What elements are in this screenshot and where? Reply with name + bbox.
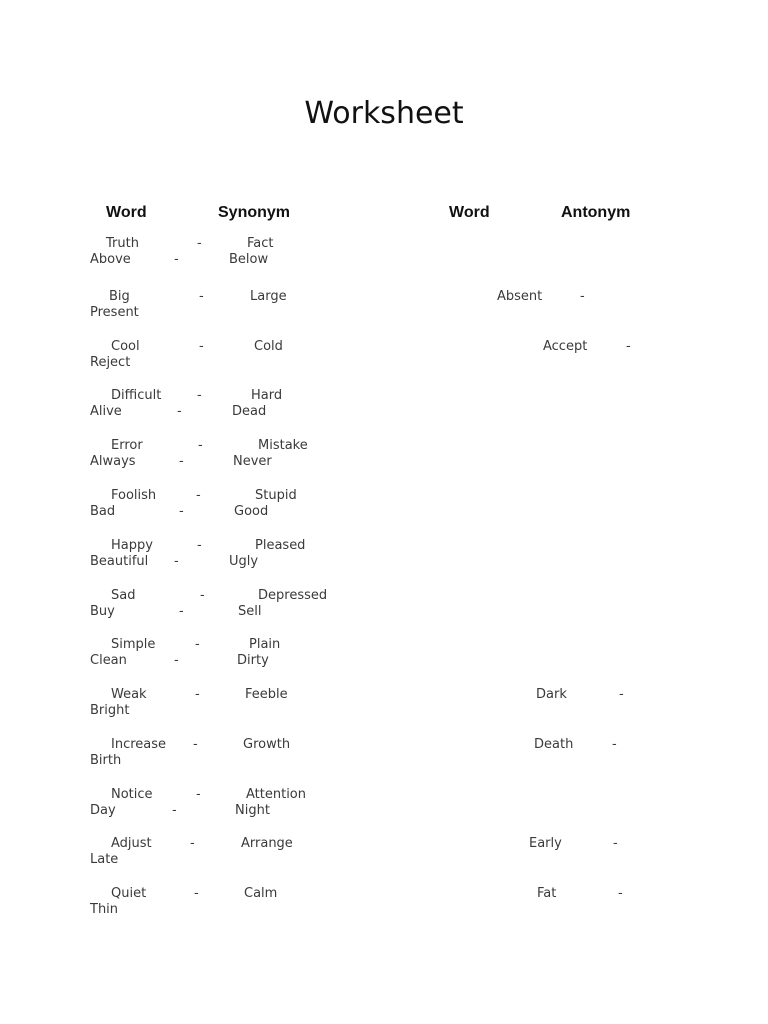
antonym-word: Above bbox=[90, 252, 131, 267]
dash-separator: - bbox=[580, 289, 585, 304]
header-word: Word bbox=[106, 204, 147, 221]
synonym-word: Weak bbox=[111, 687, 147, 702]
dash-separator: - bbox=[179, 604, 184, 619]
dash-separator: - bbox=[197, 236, 202, 251]
synonym-word: Adjust bbox=[111, 836, 152, 851]
antonym-source-word: Dark bbox=[536, 687, 567, 702]
antonym-source-word: Death bbox=[534, 737, 574, 752]
synonym-word: Notice bbox=[111, 787, 153, 802]
antonym-word: Beautiful bbox=[90, 554, 149, 569]
synonym: Hard bbox=[251, 388, 283, 403]
page-title: Worksheet bbox=[304, 96, 464, 131]
antonym: Sell bbox=[238, 604, 262, 619]
dash-separator: - bbox=[197, 388, 202, 403]
synonym-word: Truth bbox=[106, 236, 139, 251]
dash-separator: - bbox=[200, 588, 205, 603]
dash-separator: - bbox=[179, 454, 184, 469]
antonym-word: Clean bbox=[90, 653, 127, 668]
antonym-word: Late bbox=[90, 852, 119, 867]
synonym: Arrange bbox=[241, 836, 293, 851]
dash-separator: - bbox=[172, 803, 177, 818]
antonym-word: Bright bbox=[90, 703, 130, 718]
synonym-word: Foolish bbox=[111, 488, 157, 503]
antonym-word: Day bbox=[90, 803, 116, 818]
antonym-word: Always bbox=[90, 454, 136, 469]
antonym-word: Alive bbox=[90, 404, 122, 419]
dash-separator: - bbox=[195, 637, 200, 652]
antonym-word: Bad bbox=[90, 504, 116, 519]
synonym: Cold bbox=[254, 339, 283, 354]
synonym-word: Cool bbox=[111, 339, 140, 354]
antonym-source-word: Fat bbox=[537, 886, 557, 901]
synonym: Attention bbox=[246, 787, 306, 802]
dash-separator: - bbox=[199, 289, 204, 304]
dash-separator: - bbox=[198, 438, 203, 453]
dash-separator: - bbox=[613, 836, 618, 851]
antonym-word: Reject bbox=[90, 355, 131, 370]
dash-separator: - bbox=[626, 339, 631, 354]
synonym: Mistake bbox=[258, 438, 308, 453]
synonym-word: Big bbox=[109, 289, 130, 304]
antonym-word: Birth bbox=[90, 753, 122, 768]
synonym: Growth bbox=[243, 737, 291, 752]
synonym: Feeble bbox=[245, 687, 288, 702]
synonym-word: Error bbox=[111, 438, 143, 453]
dash-separator: - bbox=[179, 504, 184, 519]
synonym: Pleased bbox=[255, 538, 306, 553]
dash-separator: - bbox=[199, 339, 204, 354]
dash-separator: - bbox=[190, 836, 195, 851]
synonym: Depressed bbox=[258, 588, 328, 603]
dash-separator: - bbox=[197, 538, 202, 553]
header-antonym-word: Word bbox=[449, 204, 490, 221]
dash-separator: - bbox=[193, 737, 198, 752]
antonym: Never bbox=[233, 454, 272, 469]
antonym-word: Thin bbox=[90, 902, 119, 917]
dash-separator: - bbox=[619, 687, 624, 702]
synonym: Calm bbox=[244, 886, 278, 901]
header-antonym: Antonym bbox=[561, 204, 631, 221]
synonym: Stupid bbox=[255, 488, 297, 503]
antonym: Below bbox=[229, 252, 269, 267]
dash-separator: - bbox=[177, 404, 182, 419]
antonym-source-word: Accept bbox=[543, 339, 588, 354]
antonym: Good bbox=[234, 504, 269, 519]
antonym-word: Present bbox=[90, 305, 139, 320]
antonym-source-word: Absent bbox=[497, 289, 543, 304]
dash-separator: - bbox=[612, 737, 617, 752]
synonym-word: Increase bbox=[111, 737, 167, 752]
synonym-word: Difficult bbox=[111, 388, 162, 403]
synonym: Large bbox=[250, 289, 287, 304]
synonym-word: Sad bbox=[111, 588, 136, 603]
dash-separator: - bbox=[174, 554, 179, 569]
dash-separator: - bbox=[195, 687, 200, 702]
antonym: Dead bbox=[232, 404, 267, 419]
antonym: Night bbox=[235, 803, 270, 818]
antonym: Ugly bbox=[229, 554, 259, 569]
dash-separator: - bbox=[194, 886, 199, 901]
dash-separator: - bbox=[174, 252, 179, 267]
dash-separator: - bbox=[618, 886, 623, 901]
synonym-word: Quiet bbox=[111, 886, 147, 901]
antonym: Dirty bbox=[237, 653, 269, 668]
antonym-word: Buy bbox=[90, 604, 115, 619]
dash-separator: - bbox=[196, 787, 201, 802]
antonym-source-word: Early bbox=[529, 836, 562, 851]
synonym: Fact bbox=[247, 236, 274, 251]
dash-separator: - bbox=[196, 488, 201, 503]
synonym: Plain bbox=[249, 637, 281, 652]
dash-separator: - bbox=[174, 653, 179, 668]
synonym-word: Simple bbox=[111, 637, 156, 652]
synonym-word: Happy bbox=[111, 538, 153, 553]
header-synonym: Synonym bbox=[218, 204, 291, 221]
